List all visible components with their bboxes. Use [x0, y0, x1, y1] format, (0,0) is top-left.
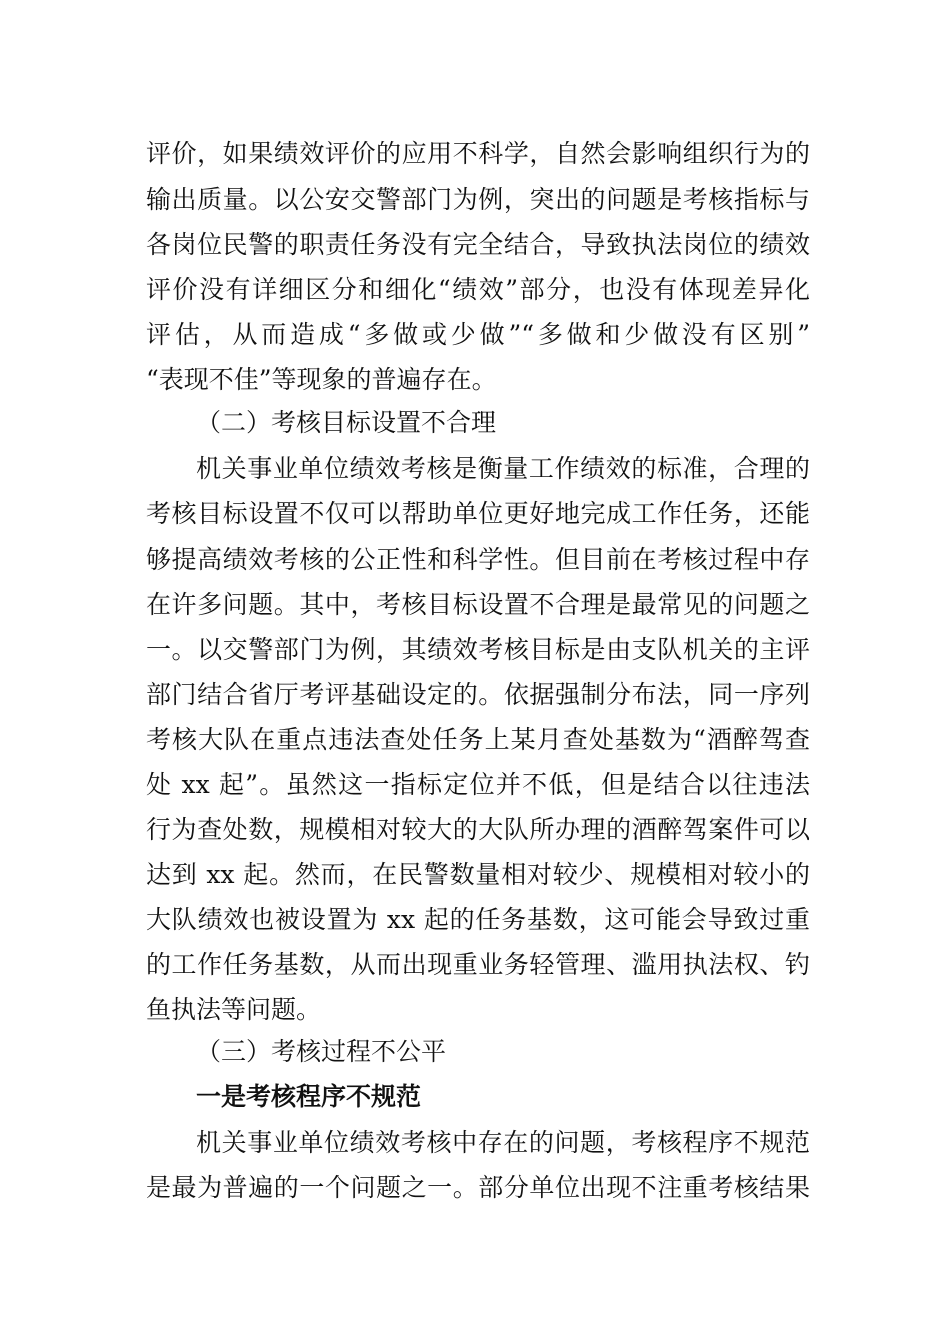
paragraph-line: “表现不佳”等现象的普遍存在。: [146, 365, 497, 394]
paragraph-line: 一。以交警部门为例，其绩效考核目标是由支队机关的主评: [146, 635, 810, 664]
paragraph-line: 鱼执法等问题。: [146, 995, 322, 1024]
paragraph-line: 考核目标设置不仅可以帮助单位更好地完成工作任务，还能: [146, 499, 810, 528]
paragraph-line: 在许多问题。其中，考核目标设置不合理是最常见的问题之: [146, 590, 810, 619]
paragraph-line: 行为查处数，规模相对较大的大队所办理的酒醉驾案件可以: [146, 815, 810, 844]
paragraph-line: 评价，如果绩效评价的应用不科学，自然会影响组织行为的: [146, 139, 810, 168]
paragraph-line: 考核大队在重点违法查处任务上某月查处基数为“酒醉驾查: [146, 725, 810, 754]
section-heading: （三）考核过程不公平: [196, 1037, 447, 1066]
paragraph-line: 评估，从而造成“多做或少做”“多做和少做没有区别”: [146, 320, 810, 349]
paragraph-line: 处 xx 起”。虽然这一指标定位并不低，但是结合以往违法: [146, 770, 810, 799]
paragraph-line: 部门结合省厅考评基础设定的。依据强制分布法，同一序列: [146, 680, 810, 709]
section-heading: （二）考核目标设置不合理: [196, 408, 497, 437]
paragraph-line: 机关事业单位绩效考核中存在的问题，考核程序不规范: [196, 1128, 810, 1157]
paragraph-line: 大队绩效也被设置为 xx 起的任务基数，这可能会导致过重: [146, 905, 810, 934]
paragraph-line: 够提高绩效考核的公正性和科学性。但目前在考核过程中存: [146, 545, 810, 574]
paragraph-line: 机关事业单位绩效考核是衡量工作绩效的标准，合理的: [196, 454, 810, 483]
subsection-heading: 一是考核程序不规范: [196, 1082, 422, 1111]
paragraph-line: 的工作任务基数，从而出现重业务轻管理、滥用执法权、钓: [146, 950, 810, 979]
paragraph-line: 是最为普遍的一个问题之一。部分单位出现不注重考核结果: [146, 1173, 810, 1202]
paragraph-line: 各岗位民警的职责任务没有完全结合，导致执法岗位的绩效: [146, 230, 810, 259]
paragraph-line: 达到 xx 起。然而，在民警数量相对较少、规模相对较小的: [146, 860, 810, 889]
paragraph-line: 输出质量。以公安交警部门为例，突出的问题是考核指标与: [146, 185, 810, 214]
paragraph-line: 评价没有详细区分和细化“绩效”部分，也没有体现差异化: [146, 275, 810, 304]
